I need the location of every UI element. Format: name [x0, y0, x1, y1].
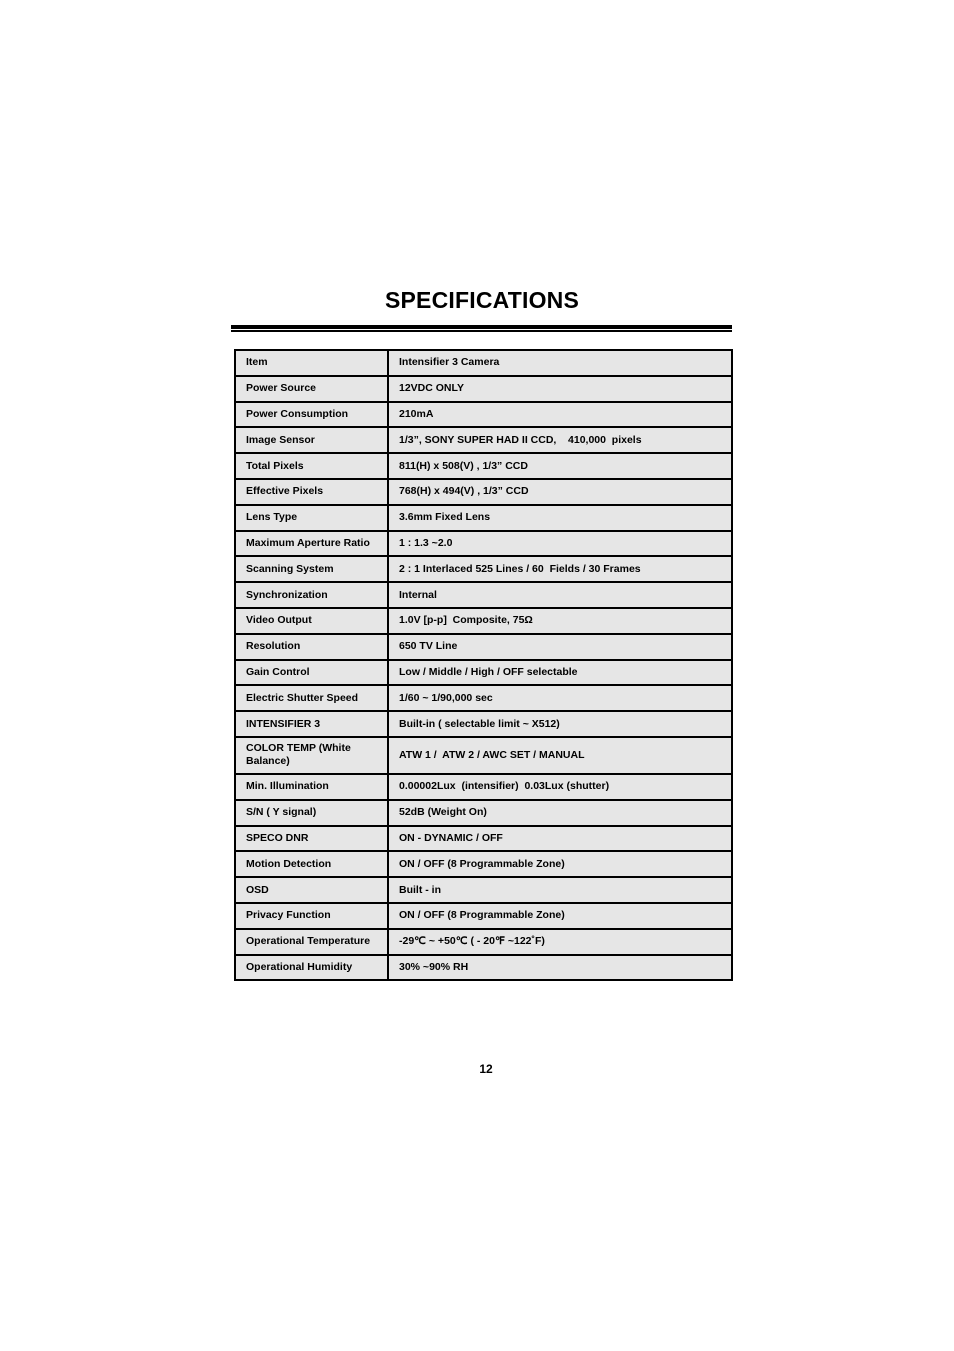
spec-label: Operational Humidity — [235, 955, 388, 981]
spec-label: INTENSIFIER 3 — [235, 711, 388, 737]
page-number: 12 — [479, 1062, 493, 1076]
table-row — [235, 350, 732, 376]
spec-label: S/N ( Y signal) — [235, 800, 388, 826]
table-row — [235, 826, 732, 852]
table-row — [235, 376, 732, 402]
table-row — [235, 660, 732, 686]
table-row — [235, 851, 732, 877]
spec-value: 1 : 1.3 ~2.0 — [388, 531, 732, 557]
table-row — [235, 737, 732, 774]
spec-label: Resolution — [235, 634, 388, 660]
spec-label: Lens Type — [235, 505, 388, 531]
table-row — [235, 402, 732, 428]
spec-value: -29℃ ~ +50℃ ( - 20℉ ~122˚F) — [388, 929, 732, 955]
spec-value: Internal — [388, 582, 732, 608]
table-row — [235, 634, 732, 660]
spec-label: Total Pixels — [235, 453, 388, 479]
spec-label: Maximum Aperture Ratio — [235, 531, 388, 557]
spec-label: Scanning System — [235, 556, 388, 582]
table-row — [235, 877, 732, 903]
spec-value: 30% ~90% RH — [388, 955, 732, 981]
table-row — [235, 556, 732, 582]
spec-value: 811(H) x 508(V) , 1/3” CCD — [388, 453, 732, 479]
table-row — [235, 955, 732, 981]
spec-label: Electric Shutter Speed — [235, 685, 388, 711]
table-row — [235, 479, 732, 505]
spec-label: Operational Temperature — [235, 929, 388, 955]
specifications-table — [234, 349, 733, 981]
spec-value: ON - DYNAMIC / OFF — [388, 826, 732, 852]
spec-value: 1/60 ~ 1/90,000 sec — [388, 685, 732, 711]
spec-value: 1.0V [p-p] Composite, 75Ω — [388, 608, 732, 634]
spec-value: 12VDC ONLY — [388, 376, 732, 402]
spec-value: 52dB (Weight On) — [388, 800, 732, 826]
spec-value: Intensifier 3 Camera — [388, 350, 732, 376]
spec-label: Power Consumption — [235, 402, 388, 428]
spec-label: Effective Pixels — [235, 479, 388, 505]
spec-label: Privacy Function — [235, 903, 388, 929]
table-row — [235, 453, 732, 479]
spec-value: 210mA — [388, 402, 732, 428]
spec-label: Motion Detection — [235, 851, 388, 877]
spec-label: Synchronization — [235, 582, 388, 608]
table-row — [235, 427, 732, 453]
table-row — [235, 903, 732, 929]
spec-value: ON / OFF (8 Programmable Zone) — [388, 903, 732, 929]
table-row — [235, 774, 732, 800]
spec-label: Image Sensor — [235, 427, 388, 453]
title-divider — [231, 325, 732, 332]
table-row — [235, 505, 732, 531]
table-row — [235, 582, 732, 608]
spec-label: COLOR TEMP (White Balance) — [235, 737, 388, 774]
table-row — [235, 929, 732, 955]
spec-value: ON / OFF (8 Programmable Zone) — [388, 851, 732, 877]
spec-label: Video Output — [235, 608, 388, 634]
spec-value: 0.00002Lux (intensifier) 0.03Lux (shutter) — [388, 774, 732, 800]
spec-value: Low / Middle / High / OFF selectable — [388, 660, 732, 686]
spec-value: Built-in ( selectable limit ~ X512) — [388, 711, 732, 737]
spec-label: Min. Illumination — [235, 774, 388, 800]
table-row — [235, 608, 732, 634]
table-row — [235, 685, 732, 711]
table-row — [235, 531, 732, 557]
spec-label: OSD — [235, 877, 388, 903]
spec-label: Item — [235, 350, 388, 376]
spec-value: 768(H) x 494(V) , 1/3” CCD — [388, 479, 732, 505]
spec-value: ATW 1 / ATW 2 / AWC SET / MANUAL — [388, 737, 732, 774]
spec-value: 650 TV Line — [388, 634, 732, 660]
spec-label: Power Source — [235, 376, 388, 402]
spec-label: Gain Control — [235, 660, 388, 686]
spec-value: 3.6mm Fixed Lens — [388, 505, 732, 531]
spec-label: SPECO DNR — [235, 826, 388, 852]
table-row — [235, 800, 732, 826]
spec-value: 1/3”, SONY SUPER HAD II CCD, 410,000 pixels — [388, 427, 732, 453]
spec-value: Built - in — [388, 877, 732, 903]
spec-value: 2 : 1 Interlaced 525 Lines / 60 Fields / 30 Frames — [388, 556, 732, 582]
page-title: SPECIFICATIONS — [384, 287, 580, 313]
table-row — [235, 711, 732, 737]
